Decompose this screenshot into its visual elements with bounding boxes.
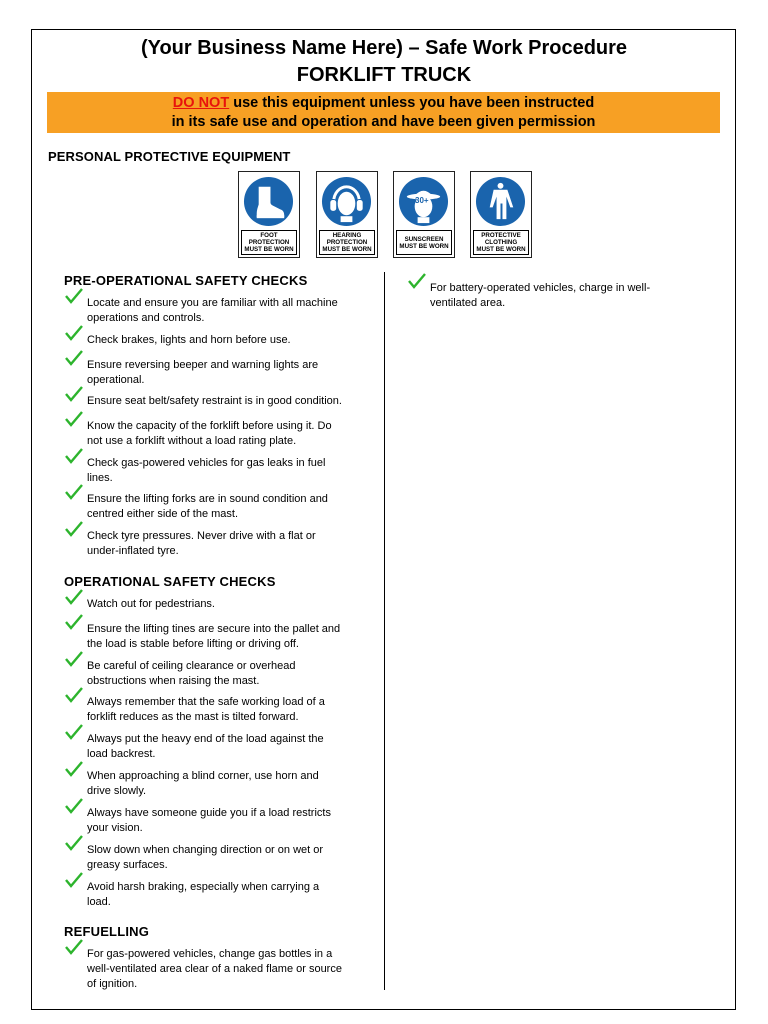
item-line: Ensure the lifting forks are in sound condition and	[87, 493, 328, 505]
item-line: load backrest.	[87, 748, 156, 760]
item-line: ventilated area.	[430, 297, 506, 309]
item-line: greasy surfaces.	[87, 859, 168, 871]
item-line: When approaching a blind corner, use horn and	[87, 770, 319, 782]
item-line: Watch out for pedestrians.	[87, 598, 215, 610]
caption-line: MUST BE WORN	[322, 246, 372, 253]
item-line: Ensure the lifting tines are secure into the pallet and	[87, 623, 341, 635]
ear-muffs-icon	[321, 176, 372, 227]
checklist-item	[65, 806, 365, 836]
checkmark-icon	[65, 872, 83, 888]
checkmark-icon	[65, 325, 83, 341]
boot-icon	[243, 176, 294, 227]
checkmark-icon	[65, 350, 83, 366]
caption-line: PROTECTION	[248, 239, 290, 246]
item-line: Always remember that the safe working load of a	[87, 696, 325, 708]
warning-banner	[47, 92, 720, 133]
ppe-heading: PERSONAL PROTECTIVE EQUIPMENT	[48, 149, 291, 164]
item-line: under-inflated tyre.	[87, 545, 179, 557]
ppe-sign-caption	[319, 230, 375, 255]
caption-line: MUST BE WORN	[399, 242, 449, 250]
ppe-sign-hearing	[316, 171, 378, 258]
coverall-icon	[475, 176, 526, 227]
item-line: Be careful of ceiling clearance or overhead	[87, 660, 296, 672]
item-line: centred either side of the mast.	[87, 508, 239, 520]
checklist-item	[65, 880, 365, 910]
ppe-sign-caption	[473, 230, 529, 255]
ppe-sign-caption	[396, 230, 452, 255]
spf-badge: 30+	[415, 196, 429, 205]
checkmark-icon	[65, 798, 83, 814]
item-line: drive slowly.	[87, 785, 147, 797]
item-line: the load is stable before lifting or driving off.	[87, 638, 299, 650]
item-line: Check tyre pressures. Never drive with a flat or	[87, 530, 316, 542]
item-line: not use a forklift without a load rating plate.	[87, 435, 297, 447]
item-line: Always have someone guide you if a load restricts	[87, 807, 331, 819]
operational-heading: OPERATIONAL SAFETY CHECKS	[64, 574, 276, 589]
caption-line: FOOT	[260, 232, 278, 239]
checklist-item	[65, 333, 365, 348]
checkmark-icon	[65, 484, 83, 500]
pre-operational-heading: PRE-OPERATIONAL SAFETY CHECKS	[64, 273, 308, 288]
item-line: forklift reduces as the mast is tilted forward.	[87, 711, 299, 723]
checklist-item	[65, 843, 365, 873]
document-subtitle: FORKLIFT TRUCK	[296, 64, 472, 86]
warning-line-1	[47, 94, 720, 113]
checkmark-icon	[65, 939, 83, 955]
checklist-item	[65, 622, 365, 652]
checklist-item	[65, 947, 365, 992]
caption-line: PROTECTION	[326, 239, 368, 246]
item-line: Avoid harsh braking, especially when carrying a	[87, 881, 320, 893]
checklist-item	[65, 659, 365, 689]
column-divider	[384, 272, 385, 990]
checklist-item	[65, 492, 365, 522]
checkmark-icon	[65, 589, 83, 605]
item-line: of ignition.	[87, 978, 138, 990]
item-line: Slow down when changing direction or on wet or	[87, 844, 324, 856]
checkmark-icon	[65, 288, 83, 304]
item-line: Know the capacity of the forklift before using it. Do	[87, 420, 332, 432]
checkmark-icon	[65, 448, 83, 464]
checklist-item	[65, 597, 365, 612]
caption-line: MUST BE WORN	[476, 246, 526, 253]
item-line: Check gas-powered vehicles for gas leaks in fuel	[87, 457, 326, 469]
item-line: lines.	[87, 472, 113, 484]
refuelling-heading: REFUELLING	[64, 924, 150, 939]
caption-line: CLOTHING	[484, 239, 518, 246]
ppe-sign-foot	[238, 171, 300, 258]
item-line: Ensure reversing beeper and warning lights are	[87, 359, 319, 371]
warning-line-1-rest: use this equipment unless you have been instructed	[229, 95, 595, 111]
item-line: Check brakes, lights and horn before use.	[87, 334, 291, 346]
item-line: Ensure seat belt/safety restraint is in good condition.	[87, 395, 342, 407]
item-line: operational.	[87, 374, 145, 386]
checklist-item	[65, 296, 365, 326]
checklist-item	[65, 456, 365, 486]
checklist-item	[65, 394, 365, 409]
ppe-signs	[238, 171, 534, 259]
checkmark-icon	[65, 651, 83, 667]
ppe-sign-sunscreen	[393, 171, 455, 258]
item-line: Always put the heavy end of the load against the	[87, 733, 324, 745]
checkmark-icon	[65, 687, 83, 703]
item-line: well-ventilated area clear of a naked flame or source	[87, 963, 342, 975]
checklist-item	[65, 529, 365, 559]
caption-line: PROTECTIVE	[481, 232, 521, 239]
item-line: your vision.	[87, 822, 143, 834]
ppe-sign-clothing	[470, 171, 532, 258]
checkmark-icon	[65, 724, 83, 740]
caption-line: SUNSCREEN	[404, 235, 444, 243]
checkmark-icon	[65, 761, 83, 777]
checklist-item	[65, 358, 365, 388]
checklist-item	[65, 732, 365, 762]
checkmark-icon	[65, 835, 83, 851]
item-line: For battery-operated vehicles, charge in well-	[430, 282, 651, 294]
checkmark-icon	[408, 273, 426, 289]
checkmark-icon	[65, 521, 83, 537]
warning-emphasis: DO NOT	[172, 95, 230, 111]
item-line: load.	[87, 896, 111, 908]
item-line: Locate and ensure you are familiar with all machine	[87, 297, 338, 309]
document-title: (Your Business Name Here) – Safe Work Procedure	[140, 37, 628, 59]
checklist-item	[408, 281, 683, 311]
caption-line: MUST BE WORN	[244, 246, 294, 253]
item-line: operations and controls.	[87, 312, 205, 324]
warning-line-2: in its safe use and operation and have been given permission	[171, 114, 596, 130]
checkmark-icon	[65, 386, 83, 402]
ppe-sign-caption	[241, 230, 297, 255]
checklist-item	[65, 769, 365, 799]
checklist-item	[65, 419, 365, 449]
item-line: For gas-powered vehicles, change gas bottles in a	[87, 948, 333, 960]
item-line: obstructions when raising the mast.	[87, 675, 260, 687]
checkmark-icon	[65, 411, 83, 427]
caption-line: HEARING	[332, 232, 362, 239]
checklist-item	[65, 695, 365, 725]
checkmark-icon	[65, 614, 83, 630]
